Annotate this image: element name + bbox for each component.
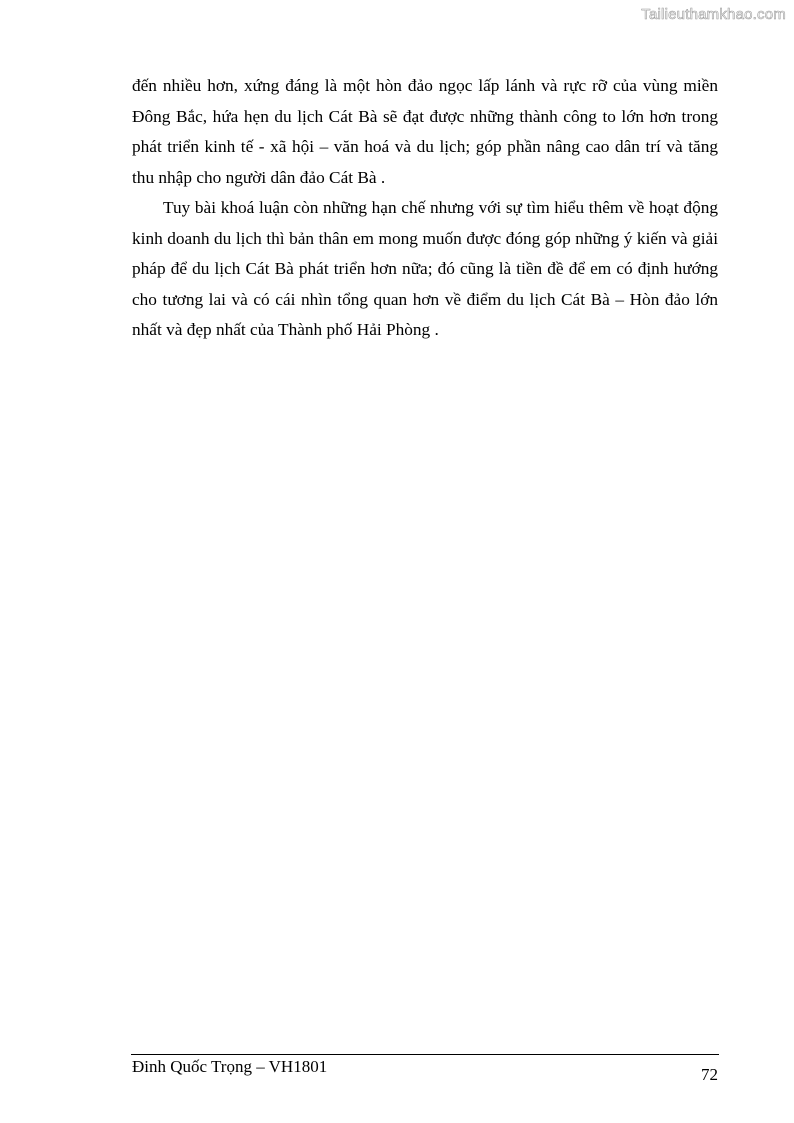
- footer-author: Đinh Quốc Trọng – VH1801: [132, 1057, 328, 1076]
- footer-divider: [131, 1054, 719, 1055]
- body-paragraph-2: Tuy bài khoá luận còn những hạn chế nhưng với sự tìm hiểu thêm về hoạt động kinh doanh du lịch thì bản thân em mong muốn được đóng góp những ý kiến và giải pháp để du lịch Cát Bà phát triển hơn nữa; đó cũng là tiền đề để em có định hướng cho tương lai và có cái nhìn tổng quan hơn về điểm du lịch Cát Bà – Hòn đảo lớn nhất và đẹp nhất của Thành phố Hải Phòng .: [132, 198, 718, 339]
- page-number: 72: [701, 1065, 718, 1084]
- page-body: [132, 71, 718, 346]
- body-paragraph-1: đến nhiều hơn, xứng đáng là một hòn đảo ngọc lấp lánh và rực rỡ của vùng miền Đông Bắc, hứa hẹn du lịch Cát Bà sẽ đạt được những thành công to lớn hơn trong phát triển kinh tế - xã hội – văn hoá và du lịch; góp phần nâng cao dân trí và tăng thu nhập cho người dân đảo Cát Bà .: [132, 76, 718, 187]
- watermark-text: Tailieuthamkhao.com: [641, 6, 786, 23]
